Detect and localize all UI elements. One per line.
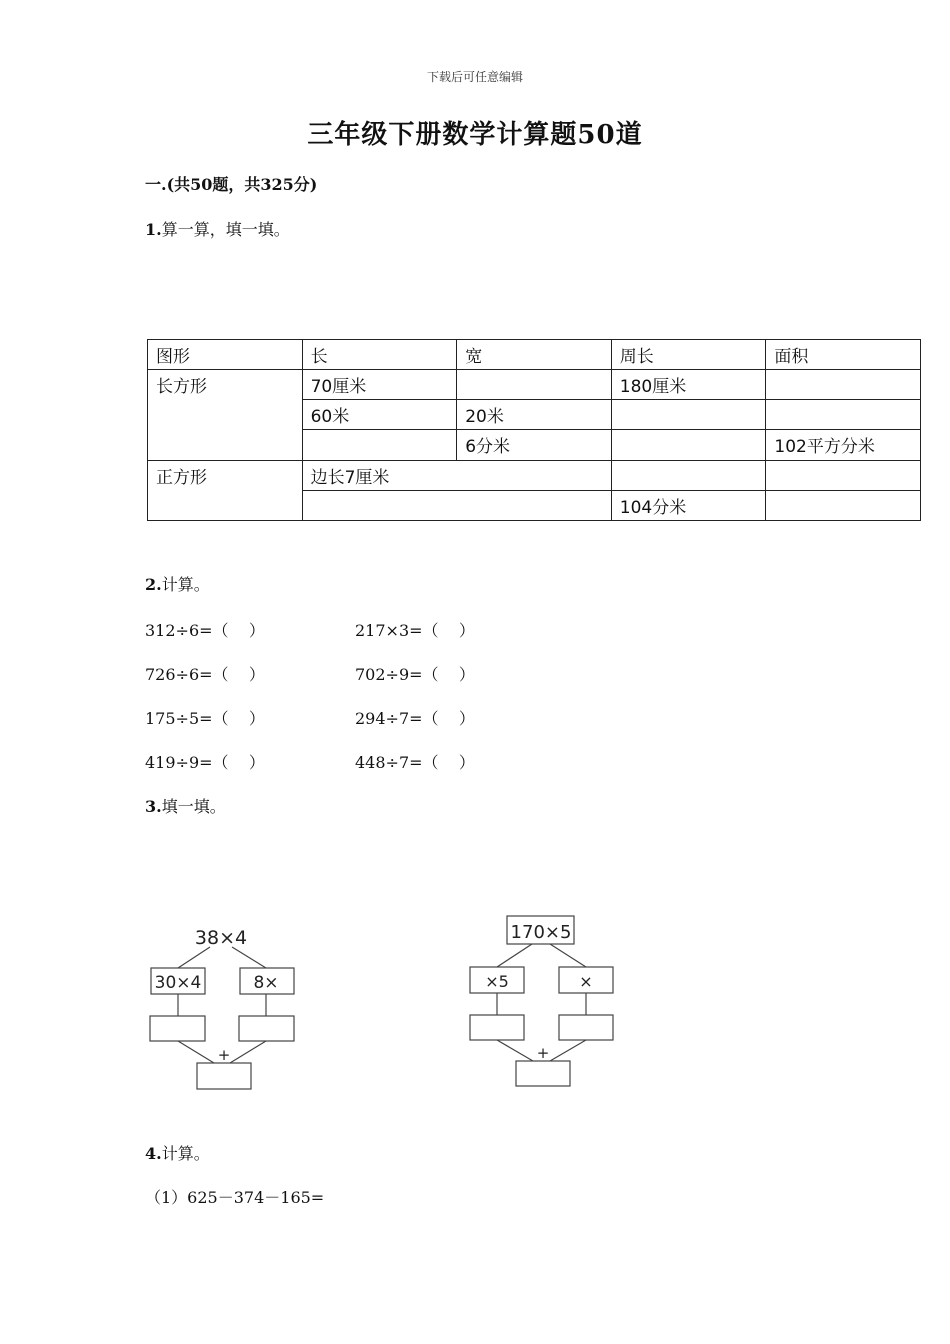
blank-cell[interactable] (766, 460, 921, 490)
table-cell: 180厘米 (611, 370, 766, 400)
header-cell-shape: 图形 (148, 340, 303, 370)
blank-cell[interactable] (457, 370, 612, 400)
answer-box[interactable] (470, 1015, 524, 1040)
blank-cell[interactable] (302, 490, 611, 520)
question-1-text: 算一算，填一填。 (161, 220, 290, 239)
table-row (148, 370, 921, 400)
question-4-number: 4. (145, 1144, 162, 1163)
blank-cell[interactable] (766, 490, 921, 520)
table-cell: 60米 (302, 400, 457, 430)
calc-item: 175÷5=（ ） (145, 709, 265, 728)
split-diagram-2 (460, 910, 630, 1095)
calc-item: 312÷6=（ ） (145, 621, 265, 640)
table-cell: 70厘米 (302, 370, 457, 400)
calc-item: 448÷7=（ ） (355, 753, 475, 772)
diagram-top-expression: 38×4 (194, 927, 248, 949)
question-3-title (145, 794, 226, 817)
blank-cell[interactable] (766, 400, 921, 430)
calc-item: 702÷9=（ ） (355, 665, 475, 684)
question-4-text: 计算。 (161, 1144, 210, 1163)
calc-item: 726÷6=（ ） (145, 665, 265, 684)
split-diagram-1 (140, 915, 310, 1095)
calc-item: 217×3=（ ） (355, 621, 475, 640)
diagram-left-expression: ×5 (485, 972, 509, 991)
question-3-text: 填一填。 (161, 797, 226, 816)
diagram-plus-sign: + (217, 1046, 231, 1064)
blank-cell[interactable] (611, 460, 766, 490)
question-1-number: 1. (145, 220, 162, 239)
table-cell: 102平方分米 (766, 430, 921, 460)
diagram-right-expression: 8× (253, 973, 279, 993)
shape-table (147, 339, 921, 521)
diagram-top-expression: 170×5 (510, 922, 572, 943)
question-3-number: 3. (145, 797, 162, 816)
question-2-number: 2. (145, 575, 162, 594)
diagram-plus-sign: + (536, 1044, 550, 1062)
table-cell: 104分米 (611, 490, 766, 520)
answer-box[interactable] (197, 1063, 251, 1089)
table-cell: 6分米 (457, 430, 612, 460)
answer-box[interactable] (516, 1061, 570, 1086)
table-row (148, 460, 921, 490)
calc-item: 294÷7=（ ） (355, 709, 475, 728)
header-cell-area: 面积 (766, 340, 921, 370)
calc-item: 419÷9=（ ） (145, 753, 265, 772)
blank-cell[interactable] (611, 400, 766, 430)
page-title: 三年级下册数学计算题50道 (307, 120, 643, 150)
header-note: 下载后可任意编辑 (426, 70, 523, 84)
header-cell-perimeter: 周长 (611, 340, 766, 370)
rectangle-label-cell: 长方形 (148, 370, 303, 460)
header-cell-width: 宽 (457, 340, 612, 370)
answer-box[interactable] (559, 1015, 613, 1040)
header-cell-length: 长 (302, 340, 457, 370)
answer-box[interactable] (239, 1016, 294, 1041)
section-title: 一.(共50题，共325分) (145, 175, 318, 194)
table-header-row (148, 340, 921, 370)
answer-box[interactable] (150, 1016, 205, 1041)
table-cell: 边长7厘米 (302, 460, 611, 490)
table-cell: 20米 (457, 400, 612, 430)
diagram-right-expression: × (579, 972, 593, 991)
question-2-title (145, 572, 210, 595)
blank-cell[interactable] (302, 430, 457, 460)
square-label-cell: 正方形 (148, 460, 303, 520)
diagram-left-expression: 30×4 (154, 973, 202, 993)
question-4-title (145, 1141, 210, 1164)
question-1-title (145, 217, 290, 240)
calc-item: （1）625－374－165= (145, 1188, 325, 1207)
blank-cell[interactable] (611, 430, 766, 460)
question-2-text: 计算。 (161, 575, 210, 594)
blank-cell[interactable] (766, 370, 921, 400)
